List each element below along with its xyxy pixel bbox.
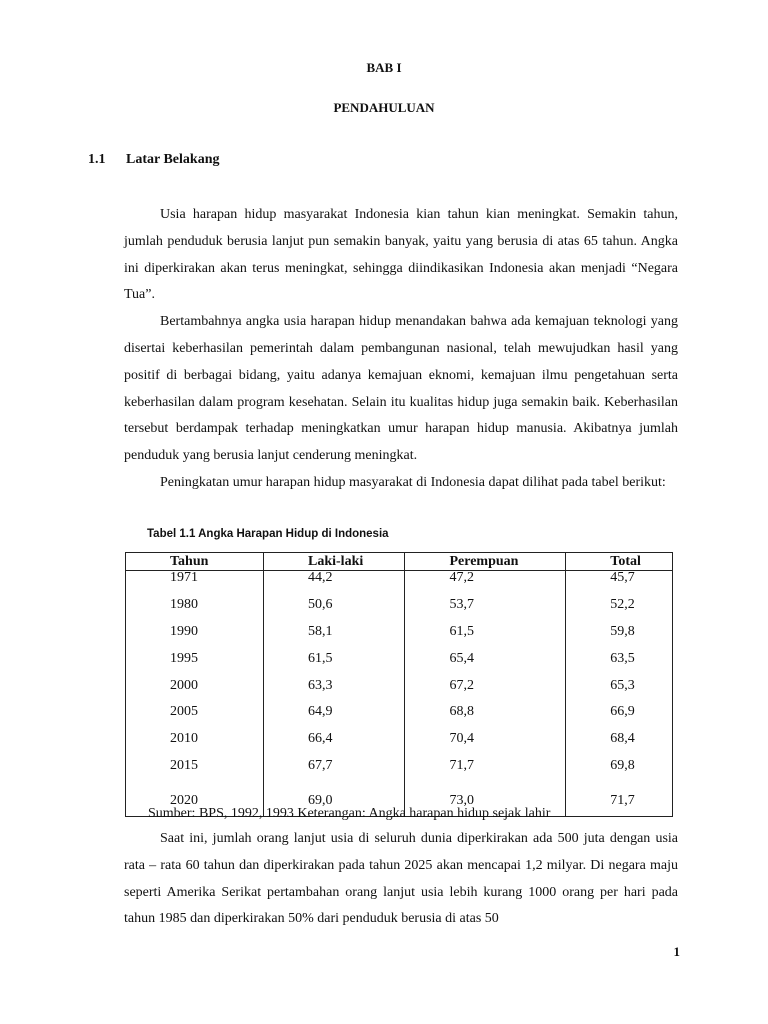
table-cell: 47,2 (405, 571, 566, 598)
table-caption: Tabel 1.1 Angka Harapan Hidup di Indonesia (147, 528, 389, 540)
table-row (126, 679, 673, 706)
table-cell: 69,0 (264, 786, 405, 817)
column-header: Tahun (126, 553, 264, 571)
table-cell: 2005 (126, 705, 264, 732)
table-cell: 1980 (126, 598, 264, 625)
table-row (126, 732, 673, 759)
chapter-title: PENDAHULUAN (333, 100, 435, 115)
table-row (126, 652, 673, 679)
table-cell: 64,9 (264, 705, 405, 732)
table-header-row (126, 553, 673, 571)
table-row (126, 759, 673, 786)
table-cell: 53,7 (405, 598, 566, 625)
table-cell: 65,3 (566, 679, 673, 706)
page-number: 1 (673, 944, 680, 959)
table-cell: 2000 (126, 679, 264, 706)
table-cell: 63,5 (566, 652, 673, 679)
table-cell: 67,7 (264, 759, 405, 786)
paragraph: Usia harapan hidup masyarakat Indonesia kian tahun kian meningkat. Semakin tahun, jumlah penduduk berusia lanjut pun semakin banyak, yaitu yang berusia di atas 65 tahun. Angka ini diperkirakan akan terus meningkat, sehingga diindikasikan Indonesia akan menjadi “Negara Tua”. (124, 207, 678, 303)
table-cell: 2010 (126, 732, 264, 759)
life-expectancy-table (125, 552, 673, 817)
paragraph: Saat ini, jumlah orang lanjut usia di seluruh dunia diperkirakan ada 500 juta dengan usia rata – rata 60 tahun dan diperkirakan pada tahun 2025 akan mencapai 1,2 milyar. Di negara maju seperti Amerika Serikat pertambahan orang lanjut usia lebih kurang 1000 orang per hari pada tahun 1985 dan diperkirakan 50% dari penduduk berusia di atas 50 (124, 831, 678, 927)
table-cell: 1995 (126, 652, 264, 679)
table-source-note: Sumber: BPS, 1992, 1993 Keterangan: Angka harapan hidup sejak lahir (148, 806, 551, 821)
closing-text (124, 826, 678, 933)
table-cell: 70,4 (405, 732, 566, 759)
table-row (126, 598, 673, 625)
table-cell: 2020 (126, 786, 264, 817)
table-cell: 71,7 (566, 786, 673, 817)
column-header: Perempuan (405, 553, 566, 571)
section-heading (88, 152, 219, 168)
section-number: 1.1 (88, 152, 106, 167)
intro-text (124, 202, 678, 497)
table-cell: 63,3 (264, 679, 405, 706)
table-cell: 50,6 (264, 598, 405, 625)
table-cell: 58,1 (264, 625, 405, 652)
column-header: Laki-laki (264, 553, 405, 571)
table-cell: 68,4 (566, 732, 673, 759)
table-cell: 66,9 (566, 705, 673, 732)
table-row (126, 705, 673, 732)
table-cell: 1971 (126, 571, 264, 598)
table-cell: 69,8 (566, 759, 673, 786)
table-cell: 71,7 (405, 759, 566, 786)
paragraph: Peningkatan umur harapan hidup masyarakat di Indonesia dapat dilihat pada tabel berikut: (160, 474, 666, 490)
table-cell: 44,2 (264, 571, 405, 598)
table-cell: 59,8 (566, 625, 673, 652)
table-cell: 67,2 (405, 679, 566, 706)
table-cell: 2015 (126, 759, 264, 786)
paragraph: Bertambahnya angka usia harapan hidup menandakan bahwa ada kemajuan teknologi yang disertai keberhasilan pemerintah dalam pembangunan nasional, telah mewujudkan hasil yang positif di berbagai bidang, yaitu adanya kemajuan eknomi, kemajuan ilmu pengetahuan serta keberhasilan dalam program kesehatan. Selain itu kualitas hidup juga semakin baik. Keberhasilan tersebut berdampak terhadap meningkatkan umur harapan hidup manusia. Akibatnya jumlah penduduk yang berusia lanjut cenderung meningkat. (124, 314, 678, 464)
table-cell: 1990 (126, 625, 264, 652)
table-cell: 61,5 (405, 625, 566, 652)
table-cell: 68,8 (405, 705, 566, 732)
table-cell: 66,4 (264, 732, 405, 759)
table-cell: 52,2 (566, 598, 673, 625)
table-row (126, 571, 673, 598)
table-row (126, 625, 673, 652)
table-cell: 73,0 (405, 786, 566, 817)
chapter-number: BAB I (366, 60, 402, 75)
table-cell: 65,4 (405, 652, 566, 679)
section-title: Latar Belakang (126, 152, 220, 167)
column-header: Total (566, 553, 673, 571)
table-cell: 45,7 (566, 571, 673, 598)
table-cell: 61,5 (264, 652, 405, 679)
